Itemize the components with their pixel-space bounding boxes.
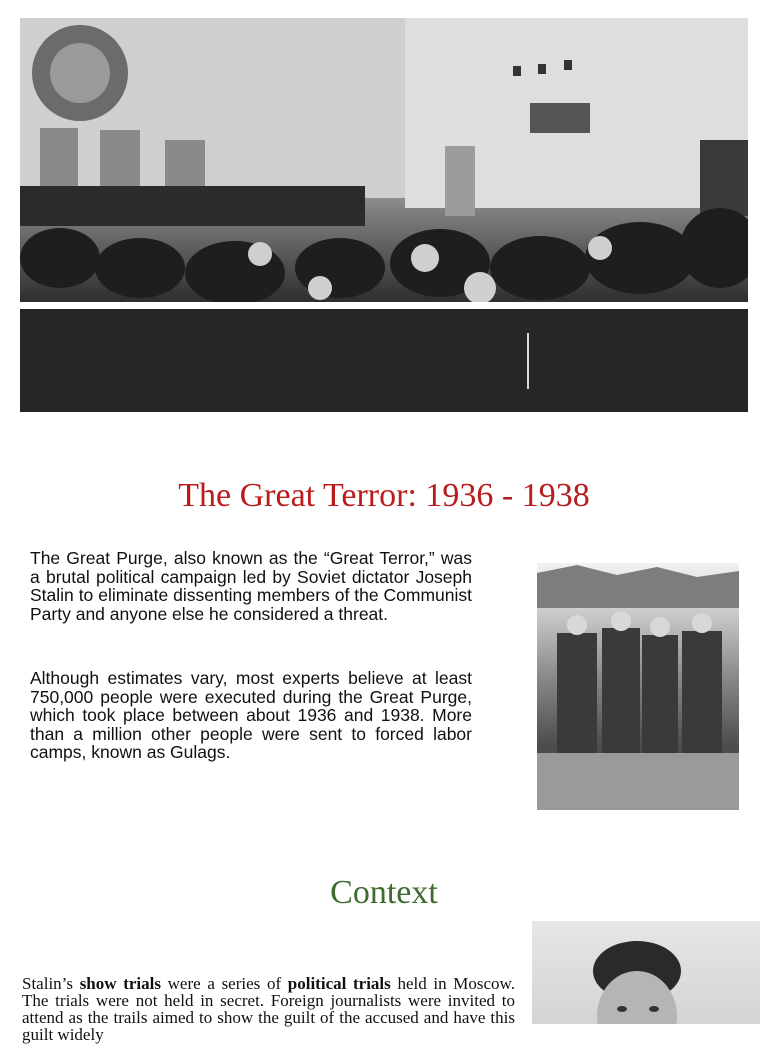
photo-portrait [532,921,760,1024]
officers-illustration [537,563,739,810]
courtroom-illustration [20,18,748,302]
section-title-context: Context [330,874,438,911]
portrait-illustration [532,921,760,1024]
hero-courtroom-photo [20,18,748,302]
bold-show-trials: show trials [79,974,161,993]
section-title-great-terror: The Great Terror: 1936 - 1938 [178,477,590,514]
paragraph-great-purge-intro: The Great Purge, also known as the “Great Terror,” was a brutal political campaign led by Soviet dictator Joseph Stalin to eliminate dissenting members of the Communist Party and anyone else he considered a threat. [30,548,472,624]
paragraph-executions-estimate: Although estimates vary, most experts believe at least 750,000 people were executed during the Great Purge, which took place between about 1936 and 1938. More than a million other people were sent to forced labor camps, known as Gulags. [30,668,472,762]
bold-political-trials: political trials [287,974,391,993]
dark-banner [20,309,748,412]
photo-soviet-officers [537,563,739,810]
paragraph-show-trials: Stalin’s show trials were a series of political trials held in Moscow. The trials were not held in secret. Foreign journalists were invited to attend as the trails aimed to show the guilt of the accused and have this guilt widely [22,974,515,1044]
banner-divider [527,333,529,389]
